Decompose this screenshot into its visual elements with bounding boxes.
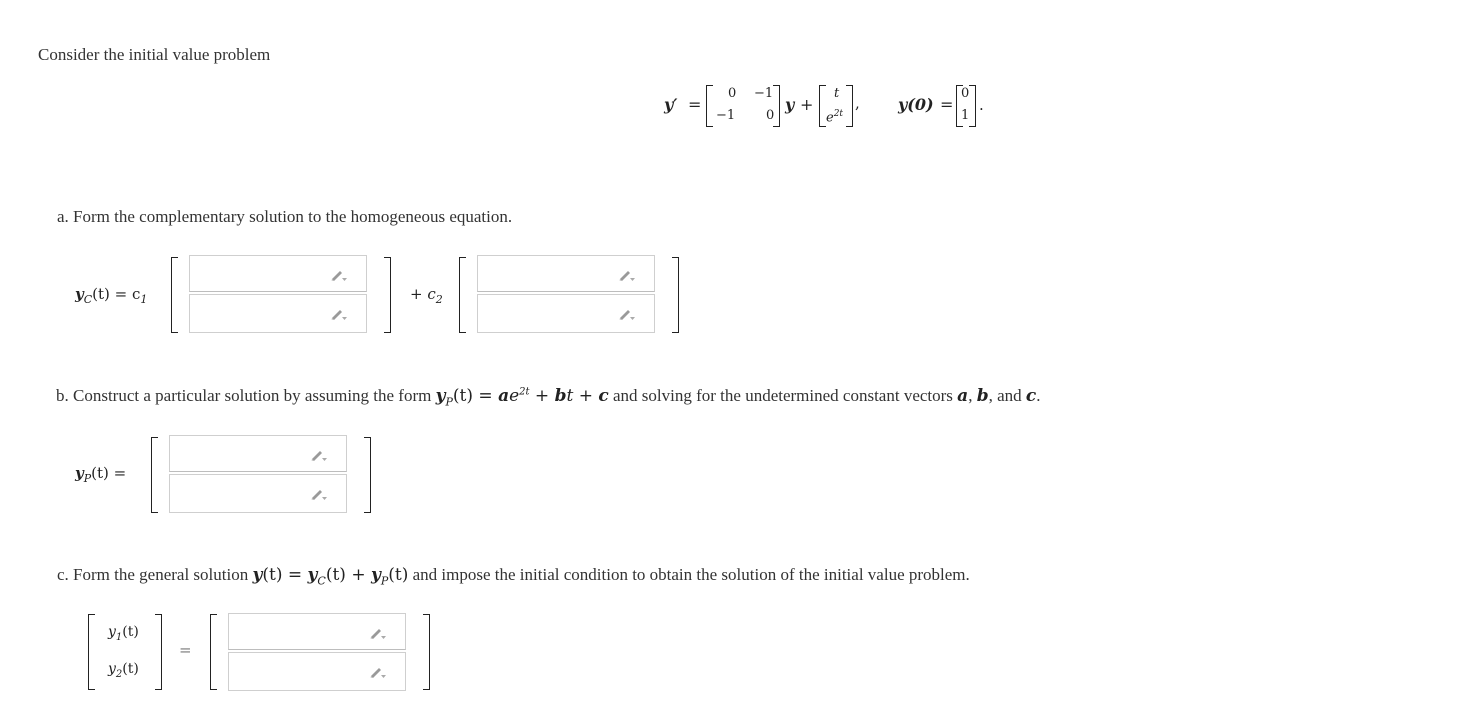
y-right-bracket: [155, 614, 162, 690]
yc-vector2-entry1-input[interactable]: [477, 255, 655, 292]
part-c-eq: =: [179, 641, 192, 659]
forcing-e: $e^{2t}$: [826, 109, 844, 126]
pencil-dropdown-icon[interactable]: [618, 306, 636, 320]
ic-right-bracket: [969, 85, 976, 127]
y2-label: $y_2(t)$: [108, 661, 139, 680]
pencil-dropdown-icon[interactable]: [330, 306, 348, 320]
yc-vector2-left-bracket: [459, 257, 466, 333]
forcing-t: t: [834, 86, 840, 101]
solution-right-bracket: [423, 614, 430, 690]
matrix-cell: −1: [754, 86, 774, 101]
pencil-dropdown-icon[interactable]: [330, 267, 348, 281]
solution-entry2-input[interactable]: [228, 652, 406, 691]
forcing-left-bracket: [819, 85, 826, 127]
y1-label: $y_1(t)$: [108, 624, 139, 643]
forcing-right-bracket: [846, 85, 853, 127]
matrix-cell: 0: [728, 86, 737, 101]
ode-comma: ,: [855, 94, 860, 112]
part-a-plus-c2: + $c_2$: [410, 285, 443, 306]
ode-lhs: y′: [664, 95, 678, 114]
yp-entry1-input[interactable]: [169, 435, 347, 472]
part-c-prompt: c. Form the general solution $y(t) = y_C(t) + y_P(t)$ and impose the initial condition to obtain the solution of the initial value problem.: [57, 565, 970, 588]
ode-equation: [660, 84, 1000, 130]
part-a-prompt: a. Form the complementary solution to the homogeneous equation.: [57, 207, 513, 226]
y-left-bracket: [88, 614, 95, 690]
ic-cell: 1: [961, 108, 970, 123]
yc-vector2-entry2-input[interactable]: [477, 294, 655, 333]
pencil-dropdown-icon[interactable]: [618, 267, 636, 281]
ode-plus: +: [800, 95, 814, 114]
ode-period: .: [979, 96, 984, 114]
yc-vector1-entry2-input[interactable]: [189, 294, 367, 333]
part-b-lhs: $y_P(t)$ =: [75, 464, 127, 485]
matrix-right-bracket: [773, 85, 780, 127]
ic-eq: =: [940, 95, 954, 114]
matrix-cell: 0: [766, 108, 775, 123]
yc-vector1-entry1-input[interactable]: [189, 255, 367, 292]
problem-intro: Consider the initial value problem: [38, 45, 271, 64]
part-b-prompt: b. Construct a particular solution by assuming the form $y_P(t) = ae^{2t}$ + bt + c and solving for the undetermined constant vectors a, b, and c.: [56, 386, 1041, 409]
yp-left-bracket: [151, 437, 158, 513]
matrix-cell: −1: [716, 108, 736, 123]
solution-entry1-input[interactable]: [228, 613, 406, 650]
pencil-dropdown-icon[interactable]: [369, 625, 387, 639]
pencil-dropdown-icon[interactable]: [310, 486, 328, 500]
pencil-dropdown-icon[interactable]: [310, 447, 328, 461]
ic-cell: 0: [961, 86, 970, 101]
solution-left-bracket: [210, 614, 217, 690]
ode-eq: =: [688, 95, 702, 114]
matrix-left-bracket: [706, 85, 713, 127]
pencil-dropdown-icon[interactable]: [369, 664, 387, 678]
ic-lhs: y(0): [898, 95, 934, 114]
yc-vector2-right-bracket: [672, 257, 679, 333]
yc-vector1-right-bracket: [384, 257, 391, 333]
yc-vector1-left-bracket: [171, 257, 178, 333]
yp-entry2-input[interactable]: [169, 474, 347, 513]
ode-y-vector: y: [785, 95, 795, 114]
part-a-lhs: $y_C(t) = c_1$: [75, 285, 148, 306]
yp-right-bracket: [364, 437, 371, 513]
